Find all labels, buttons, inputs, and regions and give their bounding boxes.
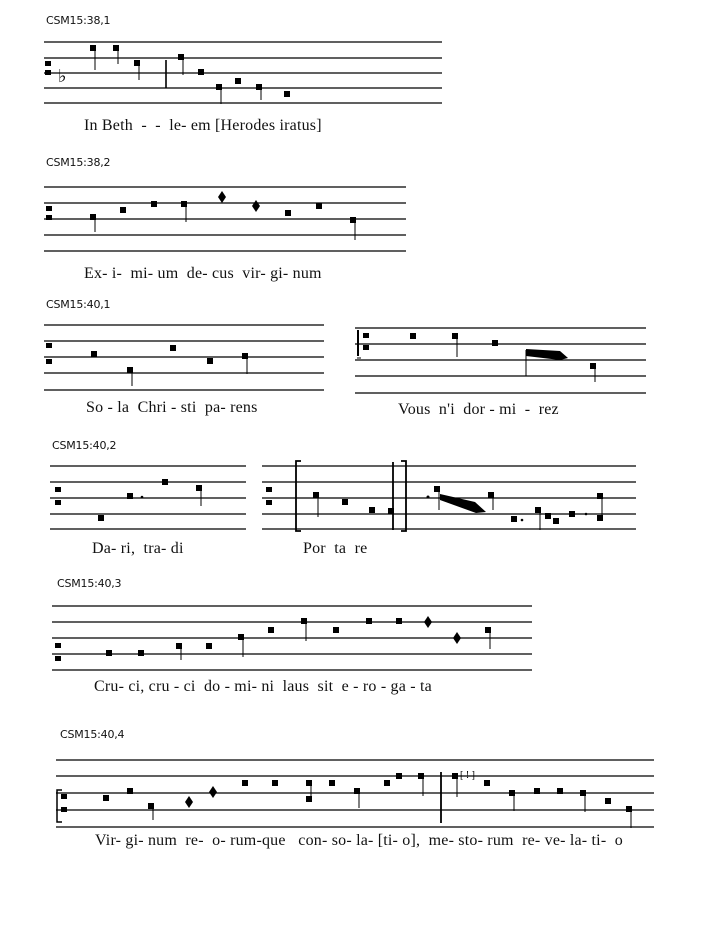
lyric-line: Vous n'i dor - mi - rez <box>398 401 559 418</box>
clef-icon <box>61 794 67 799</box>
lyric-line: Por ta re <box>303 540 368 557</box>
lyric-line: In Beth - - le- em [Herodes iratus] <box>84 117 322 134</box>
example-label: CSM15:40,1 <box>46 298 111 311</box>
example-label: CSM15:38,2 <box>46 156 111 169</box>
example-label: CSM15:38,1 <box>46 14 111 27</box>
flat-icon: ♭ <box>58 66 67 87</box>
lyric-line: Vir- gi- num re- o- rum-que con- so- la- [ti- o], me- sto- rum re- ve- la- ti- o <box>95 832 623 849</box>
lyric-line: Da- ri, tra- di <box>92 540 184 557</box>
example-label: CSM15:40,2 <box>52 439 117 452</box>
example-label: CSM15:40,3 <box>57 577 122 590</box>
example-label: CSM15:40,4 <box>60 728 125 741</box>
bracket-mark: [ ! ] <box>460 770 475 781</box>
lyric-line: So - la Chri - sti pa- rens <box>86 399 258 416</box>
lyric-line: Cru- ci, cru - ci do - mi- ni laus sit e - ro - ga - ta <box>94 678 432 695</box>
lyric-line: Ex- i- mi- um de- cus vir- gi- num <box>84 265 322 282</box>
